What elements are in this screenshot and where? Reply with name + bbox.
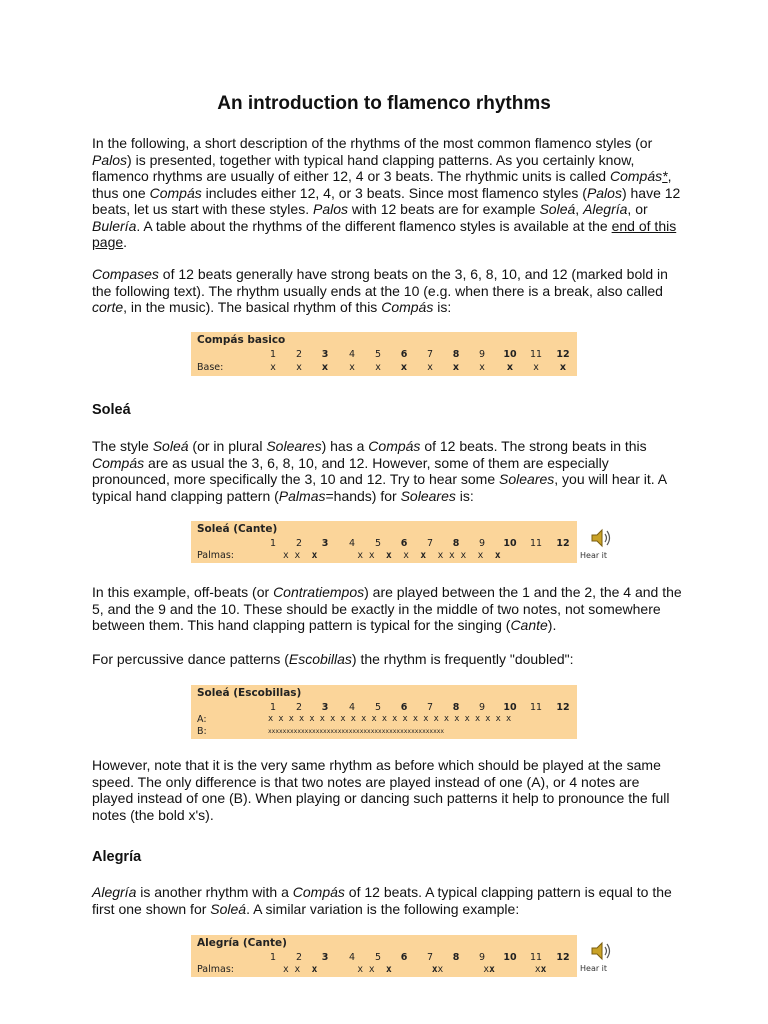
text-run: . A table about the rhythms of the different flamenco styles is available at the bbox=[136, 217, 612, 234]
table-solea-cante bbox=[191, 521, 577, 563]
beat-number: 8 bbox=[452, 952, 460, 963]
beat-number: 12 bbox=[556, 952, 570, 963]
beat-mark: x bbox=[296, 362, 302, 373]
beat-number: 6 bbox=[400, 952, 408, 963]
italic-term: Compases bbox=[92, 266, 159, 282]
text-run: is another rhythm with a bbox=[136, 884, 293, 900]
beat-number: 3 bbox=[321, 702, 329, 713]
beat-number: 12 bbox=[556, 349, 570, 360]
italic-term: Alegría bbox=[583, 201, 628, 217]
text-link[interactable]: end of this page bbox=[92, 217, 677, 250]
beat-number: 4 bbox=[348, 702, 356, 713]
text-link[interactable]: * bbox=[662, 168, 668, 184]
text-run: ) is presented, together with typical hand clapping patterns. As you certainly know, flamenco rhythms are usually of either 12, 4 or 3 beats. The rhythmic units is called bbox=[92, 151, 635, 184]
beat-number: 6 bbox=[400, 702, 408, 713]
text-run: ) the rhythm is frequently "doubled": bbox=[351, 651, 574, 667]
beat-number: 11 bbox=[529, 538, 543, 549]
italic-term: Soleares bbox=[266, 438, 322, 454]
beat-number: 2 bbox=[295, 538, 303, 549]
beat-number: 3 bbox=[321, 538, 329, 549]
beat-number: 11 bbox=[529, 952, 543, 963]
solea-paragraph-4 bbox=[92, 757, 682, 823]
beat-number: 2 bbox=[295, 349, 303, 360]
text-run: The style bbox=[92, 438, 153, 454]
beat-number: 9 bbox=[478, 702, 486, 713]
beat-number: 5 bbox=[374, 952, 382, 963]
beat-mark: x bbox=[270, 362, 276, 373]
palmas-pattern: x x x x x x xx xx xx bbox=[283, 964, 547, 975]
text-run: ) has a bbox=[321, 438, 369, 454]
beat-number: 8 bbox=[452, 702, 460, 713]
intro-paragraph-2 bbox=[92, 266, 682, 316]
beat-mark: x bbox=[400, 362, 408, 373]
italic-term: Compás bbox=[610, 168, 663, 184]
text-run: ) are played between the 1 and the 2, the 4 and the 5, and the 9 and the 10. These should be exactly in the middle of two notes, not somewhere between them. This hand clapping pattern is typical for the singing ( bbox=[92, 584, 682, 633]
text-run: includes either 12, 4, or 3 beats. Since most flamenco styles ( bbox=[201, 184, 587, 201]
row-label: Base: bbox=[197, 362, 224, 373]
text-run: , in the music). The basical rhythm of this bbox=[123, 299, 382, 315]
beat-mark: x bbox=[321, 362, 329, 373]
table-title: Alegría (Cante) bbox=[197, 937, 287, 949]
text-run: is: bbox=[455, 487, 474, 504]
table-title: Compás basico bbox=[197, 334, 286, 346]
hear-it-link[interactable]: Hear it bbox=[580, 551, 608, 560]
alegria-paragraph-1 bbox=[92, 884, 682, 917]
text-run: , bbox=[575, 201, 584, 217]
table-solea-escobillas bbox=[191, 685, 577, 739]
beat-number: 3 bbox=[321, 349, 329, 360]
beat-mark: x bbox=[559, 362, 567, 373]
row-label: Palmas: bbox=[197, 964, 234, 975]
text-run: For percussive dance patterns ( bbox=[92, 651, 289, 667]
beat-number: 12 bbox=[556, 702, 570, 713]
section-heading-alegria: Alegría bbox=[92, 849, 142, 865]
beat-number: 12 bbox=[556, 538, 570, 549]
table-alegria-cante bbox=[191, 935, 577, 977]
italic-term: Compás bbox=[368, 438, 421, 454]
beat-number: 11 bbox=[529, 349, 543, 360]
text-run: are as usual the 3, 6, 8, 10, and 12. However, some of them are especially pronounced, more specifically the 3, 10 and 12. Try to hear some bbox=[92, 454, 609, 487]
beat-number: 9 bbox=[478, 952, 486, 963]
speaker-icon[interactable] bbox=[589, 939, 613, 965]
beat-number: 6 bbox=[400, 349, 408, 360]
solea-paragraph-1 bbox=[92, 438, 682, 504]
beat-number: 5 bbox=[374, 538, 382, 549]
beat-number: 2 bbox=[295, 952, 303, 963]
text-run: , or bbox=[627, 201, 648, 217]
text-run: , thus one bbox=[92, 168, 672, 201]
beat-mark: x bbox=[427, 362, 433, 373]
pattern-b: xxxxxxxxxxxxxxxxxxxxxxxxxxxxxxxxxxxxxxxxxxxxxxxx bbox=[268, 728, 445, 735]
italic-term: Soleá bbox=[152, 438, 189, 454]
beat-number: 5 bbox=[374, 702, 382, 713]
text-run: (or in plural bbox=[188, 438, 267, 454]
italic-term: Soleares bbox=[499, 471, 555, 487]
text-run: In this example, off-beats (or bbox=[92, 584, 274, 600]
beat-number: 10 bbox=[503, 538, 517, 549]
text-run: ) have 12 beats, let us start with these styles. bbox=[92, 184, 681, 217]
beat-mark: x bbox=[506, 362, 514, 373]
beat-mark: x bbox=[479, 362, 485, 373]
hear-it-link[interactable]: Hear it bbox=[580, 964, 608, 973]
beat-number: 9 bbox=[478, 538, 486, 549]
beat-number: 2 bbox=[295, 702, 303, 713]
beat-number: 10 bbox=[503, 702, 517, 713]
beat-number: 9 bbox=[478, 349, 486, 360]
beat-number: 1 bbox=[269, 952, 277, 963]
beat-number: 4 bbox=[348, 538, 356, 549]
text-run: ). bbox=[547, 617, 557, 633]
beat-mark: x bbox=[533, 362, 539, 373]
beat-number: 4 bbox=[348, 952, 356, 963]
table-title: Soleá (Cante) bbox=[197, 523, 278, 535]
text-run: . bbox=[123, 234, 128, 250]
italic-term: Palmas bbox=[278, 487, 326, 504]
italic-term: Palos bbox=[92, 151, 128, 168]
pattern-a: x x x x x x x x x x x x x x x x x x x x x x x x bbox=[268, 714, 512, 724]
row-label-a: A: bbox=[197, 714, 207, 725]
italic-term: Soleares bbox=[400, 487, 456, 504]
beat-number: 11 bbox=[529, 702, 543, 713]
text-run: , you will hear it. A typical hand clapping pattern ( bbox=[92, 471, 667, 504]
beat-number: 1 bbox=[269, 702, 277, 713]
italic-term: Contratiempos bbox=[273, 584, 365, 600]
page-title: An introduction to flamenco rhythms bbox=[217, 93, 551, 114]
text-run: of 12 beats generally have strong beats on the 3, 6, 8, 10, and 12 (marked bold in the following text). The rhythm usually ends at the 10 (e.g. when there is a break, also called bbox=[92, 266, 668, 299]
beat-number: 3 bbox=[321, 952, 329, 963]
beat-number: 1 bbox=[269, 349, 277, 360]
beat-number: 7 bbox=[426, 702, 434, 713]
table-title: Soleá (Escobillas) bbox=[197, 687, 302, 699]
beat-number: 1 bbox=[269, 538, 277, 549]
italic-term: Soleá bbox=[539, 201, 576, 217]
beat-number: 7 bbox=[426, 952, 434, 963]
beat-mark: x bbox=[375, 362, 381, 373]
text-run: with 12 beats are for example bbox=[348, 201, 540, 217]
solea-paragraph-2 bbox=[92, 584, 682, 634]
italic-term: Palos bbox=[586, 184, 622, 201]
beat-number: 10 bbox=[503, 952, 517, 963]
beat-number: 6 bbox=[400, 538, 408, 549]
italic-term: Bulería bbox=[92, 217, 137, 234]
text-run: In the following, a short description of the rhythms of the most common flamenco styles (or bbox=[92, 135, 653, 151]
section-heading-solea: Soleá bbox=[92, 402, 131, 418]
italic-term: corte bbox=[92, 299, 124, 315]
italic-term: Compás bbox=[149, 184, 202, 201]
text-run: of 12 beats. The strong beats in this bbox=[420, 438, 647, 454]
italic-term: Compás bbox=[381, 299, 434, 315]
beat-number: 8 bbox=[452, 349, 460, 360]
text-run: of 12 beats. A typical clapping pattern is equal to the first one shown for bbox=[92, 884, 672, 917]
italic-term: Palos bbox=[313, 201, 349, 217]
beat-number: 8 bbox=[452, 538, 460, 549]
solea-paragraph-3 bbox=[92, 651, 682, 668]
row-label-b: B: bbox=[197, 726, 207, 737]
italic-term: Soleá bbox=[210, 900, 247, 917]
italic-term: Escobillas bbox=[288, 651, 352, 667]
text-run: is: bbox=[433, 299, 452, 315]
beat-mark: x bbox=[452, 362, 460, 373]
italic-term: Compás bbox=[292, 884, 345, 900]
table-compas-basico bbox=[191, 332, 577, 376]
beat-number: 4 bbox=[348, 349, 356, 360]
speaker-icon[interactable] bbox=[589, 526, 613, 552]
text-run: However, note that it is the very same rhythm as before which should be played at the same speed. The only difference is that two notes are played instead of one (A), or 4 notes are played instead of one (B). When playing or dancing such patterns it help to pronounce the full notes (the bold x's). bbox=[92, 757, 670, 823]
intro-paragraph-1 bbox=[92, 135, 682, 251]
text-run: =hands) for bbox=[325, 487, 401, 504]
row-label: Palmas: bbox=[197, 550, 234, 561]
beat-number: 10 bbox=[503, 349, 517, 360]
italic-term: Compás bbox=[92, 454, 145, 471]
beat-mark: x bbox=[349, 362, 355, 373]
text-run: . A similar variation is the following example: bbox=[246, 900, 520, 917]
italic-term: Cante bbox=[510, 617, 548, 633]
italic-term: Alegría bbox=[92, 884, 137, 900]
beat-number: 5 bbox=[374, 349, 382, 360]
beat-number: 7 bbox=[426, 349, 434, 360]
palmas-pattern: x x x x x x x x x x x x x bbox=[283, 550, 501, 561]
beat-number: 7 bbox=[426, 538, 434, 549]
